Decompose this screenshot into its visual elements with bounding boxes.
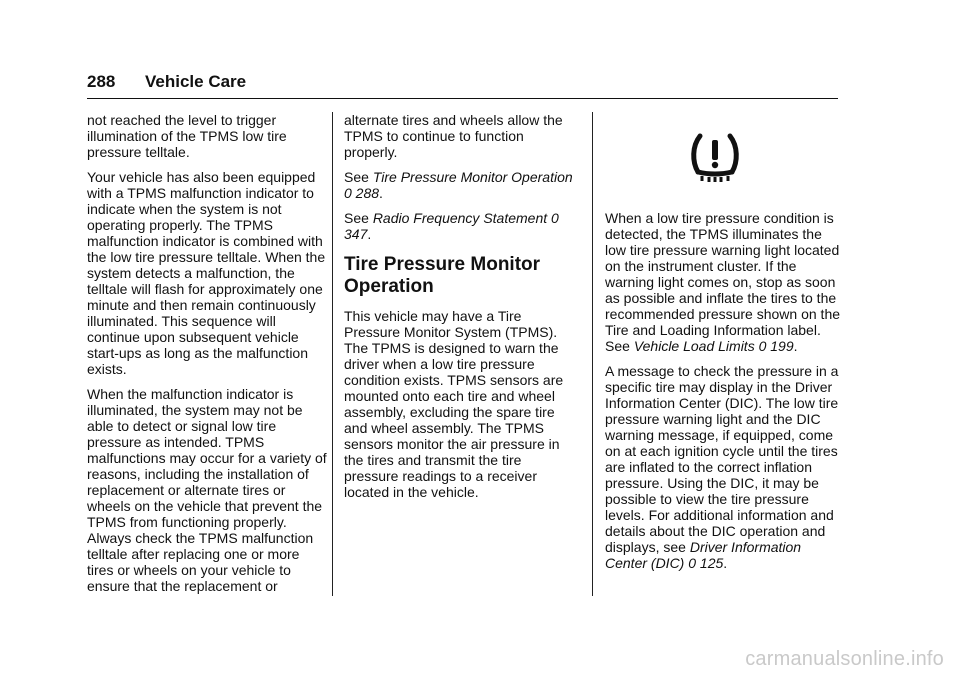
paragraph: When the malfunction indicator is illuminated, the system may not be able to detect or signal low tire pressure as intended. TPMS malfunctions may occur for a variety of reasons, including the installation of replacement or alternate tires or wheels on the vehicle that prevent the TPMS from functioning properly. Always check the TPMS malfunction telltale after replacing one or more tires or wheels on your vehicle to ensure that the replacement or	[87, 386, 327, 594]
paragraph: alternate tires and wheels allow the TPMS to continue to function properly.	[344, 112, 563, 160]
tpms-warning-icon	[688, 132, 742, 182]
column-2	[344, 112, 576, 509]
paragraph: This vehicle may have a Tire Pressure Monitor System (TPMS). The TPMS is designed to warn the driver when a low tire pressure condition exists. TPMS sensors are mounted onto each tire and wheel assembly, excluding the spare tire and wheel assembly. The TPMS sensors monitor the air pressure in the tires and transmit the tire pressure readings to a receiver located in the vehicle.	[344, 308, 564, 500]
paragraph: not reached the level to trigger illumination of the TPMS low tire pressure telltale.	[87, 112, 287, 160]
column-1	[87, 112, 327, 603]
cross-reference: See Radio Frequency Statement 0 347.	[344, 210, 559, 242]
cross-reference-link[interactable]: Tire Pressure Monitor Operation	[372, 169, 573, 185]
cross-reference-link[interactable]: Vehicle Load Limits	[633, 338, 755, 354]
paragraph: Your vehicle has also been equipped with a TPMS malfunction indicator to indicate when the system is not operating properly. The TPMS malfunction indicator is combined with the low tire pressure telltale. When the system detects a malfunction, the telltale will flash for approximately one minute and then remain continuously illuminated. This sequence will continue upon subsequent vehicle start-ups as long as the malfunction exists.	[87, 169, 326, 377]
cross-reference: See Tire Pressure Monitor Operation 0 288.	[344, 169, 573, 201]
paragraph: A message to check the pressure in a specific tire may display in the Driver Information Center (DIC). The low tire pressure warning light and the DIC warning message, if equipped, come on at each ignition cycle until the tires are inflated to the correct inflation pressure. Using the DIC, it may be possible to view the tire pressure levels. For additional information and details about the DIC operation and displays, see Driver Information Center (DIC) 0 125.	[605, 363, 839, 571]
watermark: carmanualsonline.info	[745, 648, 944, 670]
column-divider-left	[332, 112, 333, 596]
section-title: Vehicle Care	[145, 72, 247, 91]
page-number: 288	[87, 72, 116, 91]
column-divider-right	[592, 112, 593, 596]
page-header	[87, 72, 838, 99]
section-heading: Tire Pressure Monitor Operation	[344, 254, 541, 297]
column-3	[605, 210, 841, 580]
cross-reference-link[interactable]: Driver Information Center (DIC)	[605, 539, 802, 571]
cross-reference-link[interactable]: Radio Frequency Statement	[372, 210, 548, 226]
paragraph: When a low tire pressure condition is detected, the TPMS illuminates the low tire pressure warning light located on the instrument cluster. If the warning light comes on, stop as soon as possible and inflate the tires to the recommended pressure shown on the Tire and Loading Information label. See Vehicle Load Limits 0 199.	[605, 210, 841, 354]
